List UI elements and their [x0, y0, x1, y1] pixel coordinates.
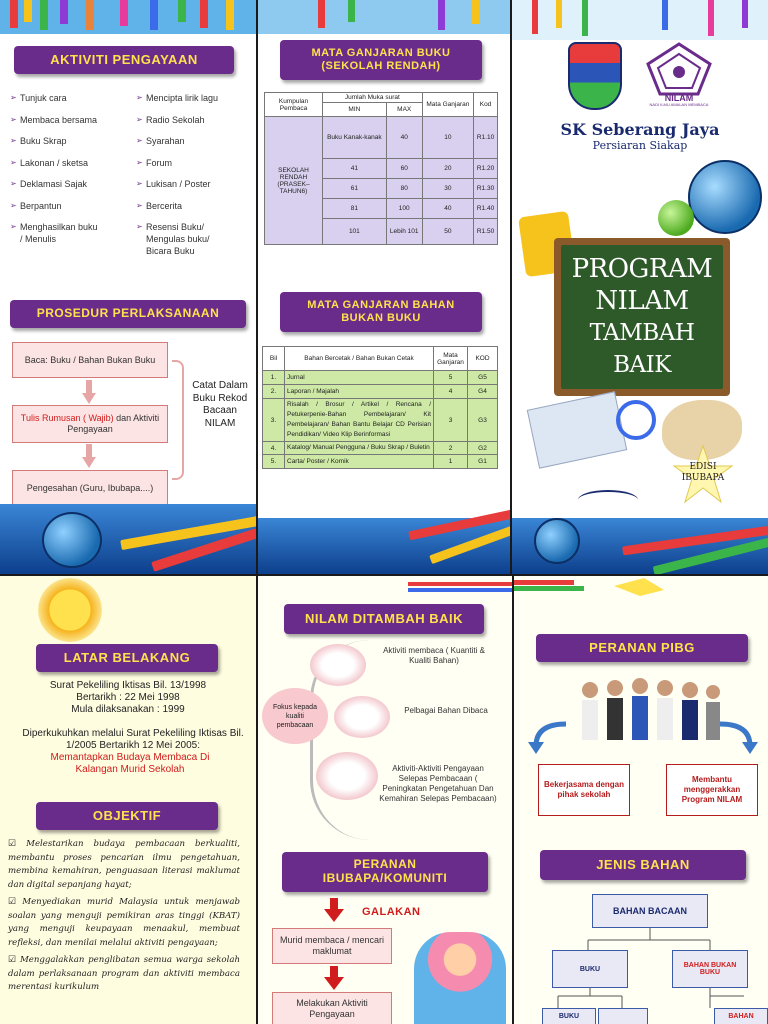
table-cell: 41 [323, 159, 387, 179]
table-cell: Katalog/ Manual Pengguna / Buku Skrap / Buletin [285, 442, 434, 455]
step-tulis-rest: dan Aktiviti Pengayaan [67, 413, 160, 434]
pencils-decoration [514, 576, 768, 602]
objektif-text: Menyediakan murid Malaysia untuk menjawab soalan yang menguji pemikiran aras tinggi (KBAT) yang menguji keupayaan menaakul, membuat refleksi, dan menilai melalui aktiviti pengayaan; [8, 897, 240, 948]
th-bil: Bil [263, 347, 285, 371]
table-cell: 20 [422, 159, 473, 179]
reading-kids-icon [310, 644, 366, 686]
table-cell: Risalah / Brosur / Artikel / Rencana / Petukerpenie-Bahan Pembelajaran/ Kit Pembelajaran/ Bahan Bantu Belajar CD Perisian Pendidikan/ Video Klip Berinformasi [285, 399, 434, 442]
list-item: ➢ Forum [136, 157, 251, 169]
table-cell: Buku Kanak-kanak [323, 117, 387, 159]
table-cell: 4. [263, 442, 285, 455]
objektif-text: Melestarikan budaya pembacaan berkualiti, membantu proses pencarian ilmu pengetahuan, membina kemahiran, penguasaan literasi maklumat dan digital sepanjang hayat; [8, 839, 240, 890]
objektif-item [8, 896, 240, 950]
table-cell: R1.50 [474, 219, 498, 245]
checkbox-icon: ☑ [8, 955, 20, 965]
book-stack-icon [316, 752, 378, 800]
table-cell: G2 [468, 442, 498, 455]
objektif-item [8, 954, 240, 995]
list-item: ➢ Resensi Buku/ Mengulas buku/ Bicara Buku [136, 221, 236, 257]
table-cell: Laporan / Majalah [285, 385, 434, 399]
table-cell: Lebih 101 [386, 219, 422, 245]
checkbox-icon: ☑ [8, 897, 23, 907]
table-cell: 60 [386, 159, 422, 179]
list-item: ➢ Berpantun [10, 200, 125, 212]
catat-note: Catat Dalam Buku Rekod Bacaan NILAM [192, 380, 248, 429]
board-line: NILAM [595, 286, 689, 316]
sun-icon [38, 578, 102, 642]
th-kumpulan: Kumpulan Pembaca [265, 93, 323, 117]
table-cell: G1 [468, 455, 498, 469]
latar-line: Mula dilaksanakan : 1999 [71, 704, 185, 715]
aktiviti-list-left [10, 92, 125, 255]
list-item: ➢ Radio Sekolah [136, 114, 251, 126]
latar-line: Surat Pekeliling Iktisas Bil. 13/1998 [49, 680, 207, 691]
table-cell: Carta/ Poster / Komik [285, 455, 434, 469]
arrow-down-icon [324, 966, 344, 990]
th-max: MAX [386, 103, 422, 117]
prosedur-title: PROSEDUR PERLAKSANAAN [10, 300, 246, 328]
flow-step: Murid membaca / mencari maklumat [272, 928, 392, 964]
buku-title: MATA GANJARAN BUKU (SEKOLAH RENDAH) [280, 40, 482, 80]
list-item: ➢ Membaca bersama [10, 114, 125, 126]
table-cell: 101 [323, 219, 387, 245]
tree-leaf: BUKU [542, 1008, 596, 1024]
curved-arrow-icon [718, 720, 758, 756]
table-cell: 50 [422, 219, 473, 245]
people-group-icon [570, 672, 730, 742]
apple-icon [658, 200, 694, 236]
table-cell: 5 [434, 371, 468, 385]
objektif-item [8, 838, 240, 892]
pibg-role: Membantu menggerakkan Program NILAM [666, 764, 758, 816]
pibg-role: Bekerjasama dengan pihak sekolah [538, 764, 630, 816]
tree-connector [544, 988, 754, 1008]
nilam-logo-text: NILAM [664, 93, 694, 103]
table-cell: 1 [434, 455, 468, 469]
table-cell: 10 [422, 117, 473, 159]
family-reading-icon [414, 932, 506, 1024]
bukan-buku-title: MATA GANJARAN BAHAN BUKAN BUKU [280, 292, 482, 332]
school-address: Persiaran Siakap [592, 139, 688, 152]
table-cell: 4 [434, 385, 468, 399]
step-pengesahan: Pengesahan (Guru, Ibubapa....) [12, 470, 168, 506]
list-item: ➢ Menghasilkan buku / Menulis [10, 221, 102, 245]
list-item: ➢ Lukisan / Poster [136, 178, 251, 190]
latar-line: Bertarikh : 22 Mei 1998 [76, 692, 180, 703]
arrow-down-icon [82, 444, 96, 468]
tree-connector [564, 928, 744, 950]
board-line: TAMBAH BAIK [589, 320, 695, 378]
ministry-logo-icon [578, 490, 638, 510]
pencils-decoration [512, 0, 768, 40]
nilam-title: NILAM DITAMBAH BAIK [284, 604, 484, 634]
panel-nilam-tambah-baik [258, 576, 512, 1024]
latar-title: LATAR BELAKANG [36, 644, 218, 672]
list-item: ➢ Lakonan / sketsa [10, 157, 125, 169]
list-item: ➢ Mencipta lirik lagu [136, 92, 251, 104]
pibg-title: PERANAN PIBG [536, 634, 748, 662]
list-item: ➢ Buku Skrap [10, 135, 125, 147]
table-cell: 30 [422, 179, 473, 199]
th-mata: Mata Ganjaran [422, 93, 473, 117]
chalkboard-text [561, 245, 723, 389]
table-cell: 40 [386, 117, 422, 159]
tree-node-buku: BUKU [552, 950, 628, 988]
table-cell: R1.40 [474, 199, 498, 219]
panel-pibg [514, 576, 768, 1024]
globe-icon [534, 518, 580, 564]
nilam-tagline: NADI ILMU AMALAN MEMBACA [649, 102, 709, 107]
table-cell: 81 [323, 199, 387, 219]
panel-mata-ganjaran [258, 0, 510, 574]
nilam-item: Pelbagai Bahan Dibaca [404, 706, 488, 715]
objektif-list [8, 838, 240, 999]
objektif-title: OBJEKTIF [36, 802, 218, 830]
tree-node-bukan-buku: BAHAN BUKAN BUKU [672, 950, 748, 988]
bukan-buku-table [262, 346, 498, 469]
aktiviti-list-right [136, 92, 251, 267]
table-cell: G5 [468, 371, 498, 385]
table-cell: 2 [434, 442, 468, 455]
table-cell: R1.10 [474, 117, 498, 159]
nilam-item: Aktiviti-Aktiviti Pengayaan Selepas Pembacaan ( Peningkatan Pengetahuan Dan Kemahiran Selepas Pembacaan) [379, 764, 497, 803]
latar-highlight: Memantapkan Budaya Membaca Di Kalangan Murid Sekolah [50, 752, 210, 775]
nilam-logo-icon [644, 42, 714, 98]
step-tulis-required: Tulis Rumusan ( Wajib) [20, 413, 114, 423]
bracket-decoration [172, 360, 184, 480]
flow-step: Melakukan Aktiviti Pengayaan [272, 992, 392, 1024]
table-cell: 2. [263, 385, 285, 399]
jenis-bahan-title: JENIS BAHAN [540, 850, 746, 880]
curved-arrow-icon [528, 720, 568, 756]
step-tulis [12, 405, 168, 443]
table-cell: Jurnal [285, 371, 434, 385]
th-kod: Kod [474, 93, 498, 117]
list-item: ➢ Syarahan [136, 135, 251, 147]
peranan-ibubapa-title: PERANAN IBUBAPA/KOMUNITI [282, 852, 488, 892]
globe-icon [42, 512, 102, 568]
table-cell: R1.30 [474, 179, 498, 199]
globe-icon [688, 160, 762, 234]
arrow-down-icon [324, 898, 344, 922]
latar-para: Diperkukuhkan melalui Surat Pekeliling Iktisas Bil. 1/2005 Bertarikh 12 Mei 2005: [22, 728, 244, 751]
chalkboard [554, 238, 730, 396]
table-cell: 61 [323, 179, 387, 199]
pencils-decoration [0, 0, 256, 34]
table-cell: 3 [434, 399, 468, 442]
table-cell: 80 [386, 179, 422, 199]
list-item: ➢ Bercerita [136, 200, 251, 212]
checkbox-icon: ☑ [8, 839, 27, 849]
pencils-decoration [408, 576, 512, 598]
table-cell: 100 [386, 199, 422, 219]
tree-root: BAHAN BACAAN [592, 894, 708, 928]
table-cell: 5. [263, 455, 285, 469]
scissors-icon [616, 400, 656, 440]
tree-leaf [598, 1008, 648, 1024]
th-bahan: Bahan Bercetak / Bahan Bukan Cetak [285, 347, 434, 371]
book-decoration [527, 391, 628, 468]
th-jumlah: Jumlah Muka surat [323, 93, 423, 103]
table-cell: G4 [468, 385, 498, 399]
tree-leaf: BAHAN [714, 1008, 768, 1024]
board-line: PROGRAM [571, 254, 713, 284]
books-icon [334, 696, 390, 738]
list-item: ➢ Deklamasi Sajak [10, 178, 125, 190]
group-sekolah-rendah: SEKOLAH RENDAH (PRASEK– TAHUN6) [265, 117, 323, 245]
objektif-text: Menggalakkan penglibatan semua warga sekolah dalam perlaksanaan program dan aktiviti membaca merentasi kurikulum [8, 955, 240, 992]
edisi-label: EDISI IBUBAPA [681, 462, 725, 483]
th-kod: KOD [468, 347, 498, 371]
table-cell: 1. [263, 371, 285, 385]
panel-cover [512, 0, 768, 574]
panel-aktiviti [0, 0, 256, 574]
table-cell: 40 [422, 199, 473, 219]
panel-latar [0, 576, 256, 1024]
table-cell: R1.20 [474, 159, 498, 179]
th-min: MIN [323, 103, 387, 117]
pencils-decoration [258, 0, 510, 34]
list-item: ➢ Tunjuk cara [10, 92, 125, 104]
table-cell: 3. [263, 399, 285, 442]
table-cell: G3 [468, 399, 498, 442]
fokus-bubble: Fokus kepada kualiti pembacaan [262, 688, 328, 744]
step-baca: Baca: Buku / Bahan Bukan Buku [12, 342, 168, 378]
galakan-label: GALAKAN [362, 906, 421, 918]
aktiviti-title: AKTIVITI PENGAYAAN [14, 46, 234, 74]
nilam-item: Aktiviti membaca ( Kuantiti & Kualiti Bahan) [383, 646, 485, 665]
buku-table [264, 92, 498, 245]
school-crest-icon [568, 42, 622, 110]
school-name: SK Seberang Jaya [560, 120, 720, 139]
th-mata: Mata Ganjaran [434, 347, 468, 371]
arrow-down-icon [82, 380, 96, 404]
